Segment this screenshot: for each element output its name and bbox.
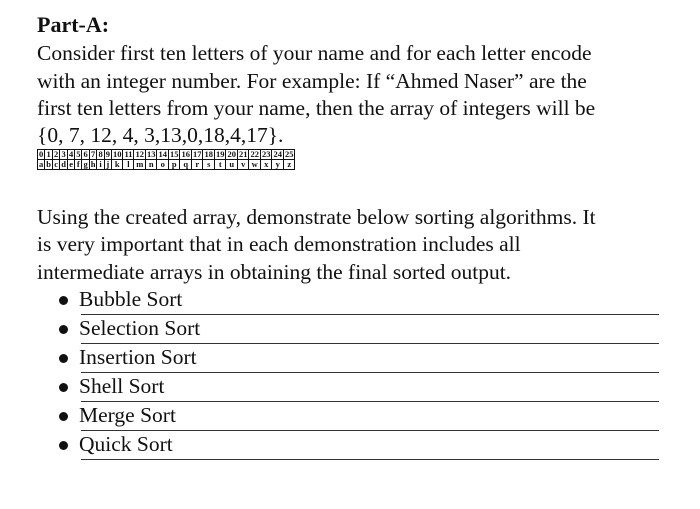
list-item — [37, 286, 667, 315]
letter-cell: c — [54, 158, 58, 169]
number-cell: 14 — [158, 148, 167, 159]
letter-cell: k — [111, 159, 123, 169]
letter-cell: p — [168, 159, 180, 169]
example-array: {0, 7, 12, 4, 3,13,0,18,4,17}. — [37, 122, 284, 147]
letter-cell: m — [134, 159, 146, 169]
instruction-line-1: Using the created array, demonstrate below sorting algorithms. It — [37, 204, 596, 229]
letter-row — [38, 159, 295, 169]
intro-line-3: first ten letters from your name, then the array of integers will be — [37, 96, 596, 120]
letter-cell: j — [104, 159, 111, 169]
number-row — [38, 149, 295, 159]
number-cell: 0 — [39, 148, 44, 159]
number-cell: 25 — [284, 148, 294, 159]
number-cell: 5 — [76, 148, 81, 159]
number-cell: 17 — [192, 148, 202, 159]
algorithm-list — [37, 286, 667, 460]
algorithm-label: Insertion Sort — [79, 345, 197, 369]
bullet-icon — [59, 325, 68, 334]
number-cell: 6 — [83, 148, 88, 159]
list-item — [37, 402, 667, 431]
letter-cell: d — [61, 158, 66, 169]
letter-cell: u — [226, 159, 238, 169]
letter-cell: n — [145, 159, 157, 169]
number-cell: 1 — [46, 148, 51, 159]
intro-line-2: with an integer number. For example: If “Ahmed Naser” are the — [37, 68, 587, 93]
number-cell: 10 — [112, 148, 122, 159]
number-cell: 16 — [181, 148, 190, 159]
bullet-icon — [59, 412, 68, 421]
underline-rule — [81, 459, 659, 460]
letter-cell: a — [39, 158, 44, 169]
letter-cell: q — [180, 159, 192, 169]
number-cell: 3 — [61, 148, 66, 159]
number-cell: 8 — [98, 148, 103, 159]
letter-cell: y — [272, 159, 284, 169]
number-cell: 15 — [169, 148, 179, 159]
bullet-icon — [59, 354, 68, 363]
number-cell: 4 — [68, 148, 74, 159]
instruction-line-3: intermediate arrays in obtaining the final sorted output. — [37, 259, 512, 284]
algorithm-label: Shell Sort — [79, 374, 165, 398]
number-cell: 22 — [250, 148, 259, 159]
number-cell: 21 — [238, 148, 248, 159]
letter-cell: l — [123, 159, 134, 169]
number-cell: 24 — [273, 148, 282, 159]
intro-line-1: Consider first ten letters of your name and for each letter encode — [37, 41, 592, 65]
bullet-icon — [59, 383, 68, 392]
number-cell: 9 — [105, 148, 110, 159]
document-page — [37, 10, 667, 460]
letter-cell: s — [203, 159, 215, 169]
letter-cell: o — [157, 159, 169, 169]
letter-cell: x — [260, 159, 272, 169]
part-heading: Part-A: — [37, 12, 110, 37]
letter-cell: t — [214, 159, 226, 169]
number-cell: 7 — [90, 148, 96, 159]
spacer — [37, 170, 667, 204]
letter-cell: b — [46, 158, 51, 169]
letter-cell: v — [237, 159, 249, 169]
letter-cell: i — [97, 159, 104, 169]
number-cell: 13 — [146, 148, 156, 159]
bullet-icon — [59, 296, 68, 305]
list-item — [37, 344, 667, 373]
number-cell: 2 — [53, 148, 59, 159]
number-cell: 19 — [215, 148, 225, 159]
list-item — [37, 431, 667, 460]
letter-cell: w — [249, 159, 261, 169]
number-cell: 18 — [204, 148, 213, 159]
letter-cell: h — [90, 158, 96, 169]
letter-number-table — [37, 149, 295, 170]
letter-cell: e — [69, 158, 73, 169]
number-cell: 20 — [227, 148, 236, 159]
algorithm-label: Quick Sort — [79, 432, 173, 456]
list-item — [37, 373, 667, 402]
number-cell: 12 — [135, 148, 144, 159]
letter-cell: f — [75, 159, 82, 169]
letter-cell: r — [191, 159, 203, 169]
letter-cell: z — [283, 159, 295, 169]
algorithm-label: Merge Sort — [79, 403, 176, 427]
list-item — [37, 315, 667, 344]
algorithm-label: Selection Sort — [79, 316, 201, 340]
number-cell: 11 — [124, 148, 133, 159]
bullet-icon — [59, 441, 68, 450]
instruction-line-2: is very important that in each demonstration includes all — [37, 232, 521, 256]
number-cell: 23 — [261, 148, 271, 159]
letter-cell: g — [83, 158, 88, 169]
algorithm-label: Bubble Sort — [79, 287, 183, 311]
